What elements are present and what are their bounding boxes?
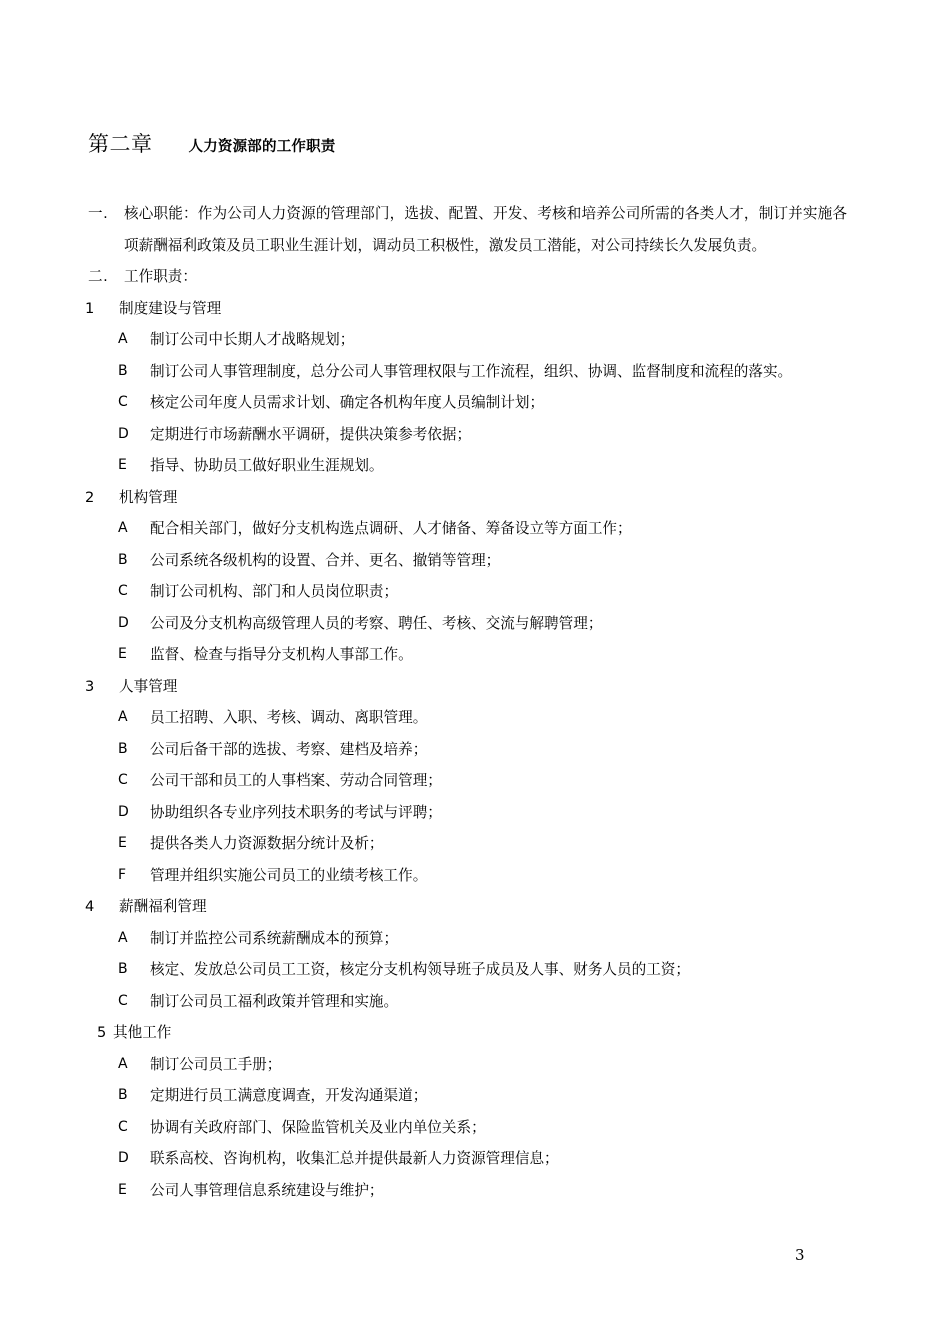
duty-item-marker: A [118, 709, 128, 725]
duty-group-title: 薪酬福利管理 [119, 898, 207, 915]
duty-item-marker: D [118, 425, 129, 442]
duty-item-text: 公司后备干部的选拔、考察、建档及培养； [150, 740, 428, 758]
duty-item-marker: B [118, 1087, 128, 1103]
duty-item-text: 公司人事管理信息系统建设与维护； [150, 1181, 384, 1199]
duty-item-text: 协助组织各专业序列技术职务的考试与评聘； [150, 803, 442, 821]
duty-item-marker: D [118, 803, 129, 820]
duty-item-marker: D [118, 1150, 129, 1166]
page-title [88, 134, 336, 155]
duty-item-text: 制订公司员工福利政策并管理和实施。 [150, 992, 399, 1010]
duty-item-text: 定期进行市场薪酬水平调研，提供决策参考依据； [150, 425, 472, 443]
duty-item [0, 797, 950, 829]
duty-item [0, 734, 950, 766]
duty-group-marker: 4 [85, 898, 95, 915]
duty-item-text: 制订公司员工手册； [150, 1055, 282, 1073]
duty-item-marker: B [118, 362, 128, 379]
duty-item [0, 702, 950, 734]
duty-item-text: 配合相关部门，做好分支机构选点调研、人才储备、筹备设立等方面工作； [150, 520, 632, 537]
duty-group-title: 制度建设与管理 [119, 299, 222, 317]
duty-item-marker: A [118, 1055, 128, 1072]
duty-item-marker: C [118, 1118, 128, 1135]
duty-item-text: 指导、协助员工做好职业生涯规划。 [150, 457, 384, 474]
duty-item-text: 联系高校、咨询机构，收集汇总并提供最新人力资源管理信息； [150, 1150, 559, 1167]
duty-item-text: 核定、发放总公司员工工资，核定分支机构领导班子成员及人事、财务人员的工资； [150, 961, 690, 978]
duty-item-text: 协调有关政府部门、保险监管机关及业内单位关系； [150, 1118, 486, 1136]
duty-group-title: 机构管理 [119, 488, 178, 506]
duty-item [0, 513, 950, 545]
duty-item-text: 管理并组织实施公司员工的业绩考核工作。 [150, 866, 428, 884]
duty-item [0, 356, 950, 388]
duties-heading-marker: 二. [88, 268, 109, 285]
duty-item-marker: E [118, 835, 127, 851]
duty-item [0, 324, 950, 356]
duty-item-marker: B [118, 740, 128, 757]
duty-item-marker: A [118, 520, 128, 536]
duty-item [0, 450, 950, 482]
duty-item-marker: C [118, 583, 128, 599]
duty-item [0, 860, 950, 892]
duty-item [0, 1112, 950, 1144]
duty-group-heading [0, 1017, 950, 1049]
duty-item [0, 986, 950, 1018]
document-body [0, 198, 950, 1206]
duty-item-text: 公司干部和员工的人事档案、劳动合同管理； [150, 772, 442, 789]
duties-heading-item [0, 261, 950, 293]
duty-item [0, 419, 950, 451]
duty-item-text: 公司及分支机构高级管理人员的考察、聘任、考核、交流与解聘管理； [150, 614, 603, 632]
chapter-number: 第二章 [88, 132, 153, 156]
duty-item [0, 828, 950, 860]
core-function-item [0, 198, 950, 261]
duty-item [0, 387, 950, 419]
duty-item-text: 监督、检查与指导分支机构人事部工作。 [150, 646, 413, 663]
duty-item-text: 制订公司机构、部门和人员岗位职责； [150, 583, 399, 600]
duty-item [0, 576, 950, 608]
duty-item-marker: F [118, 866, 127, 883]
duty-item-text: 定期进行员工满意度调查，开发沟通渠道； [150, 1087, 428, 1104]
duty-group-marker: 3 [85, 677, 95, 695]
core-function-marker: 一. [88, 205, 109, 222]
duty-item-marker: E [118, 646, 127, 662]
duty-item [0, 1049, 950, 1081]
duty-item-text: 制订公司人事管理制度，总分公司人事管理权限与工作流程，组织、协调、监督制度和流程的落实。 [150, 362, 793, 380]
duty-item [0, 1080, 950, 1112]
duty-item-marker: E [118, 1181, 127, 1198]
duty-item-marker: D [118, 614, 129, 631]
duty-item-text: 员工招聘、入职、考核、调动、离职管理。 [150, 709, 428, 726]
duty-item-text: 公司系统各级机构的设置、合并、更名、撤销等管理； [150, 551, 501, 569]
duty-group-heading [0, 891, 950, 923]
duty-item-marker: E [118, 457, 127, 473]
duty-item-marker: C [118, 772, 128, 788]
duty-item [0, 608, 950, 640]
duty-item-marker: C [118, 992, 128, 1009]
duty-group-marker: 5 [97, 1024, 107, 1041]
duties-heading-text: 工作职责： [124, 268, 197, 285]
duty-item-marker: A [118, 929, 128, 946]
duty-item [0, 954, 950, 986]
duty-item-text: 提供各类人力资源数据分统计及析； [150, 835, 384, 852]
duty-item [0, 1175, 950, 1207]
duty-group-heading [0, 293, 950, 325]
duty-item [0, 765, 950, 797]
duty-group-marker: 1 [85, 299, 95, 317]
duty-item [0, 545, 950, 577]
duty-group-title: 其他工作 [113, 1024, 172, 1041]
duty-item-marker: B [118, 961, 128, 977]
duty-group-heading [0, 671, 950, 703]
duty-item-marker: C [118, 394, 128, 410]
page-number: 3 [795, 1246, 805, 1264]
duty-groups [0, 293, 950, 1207]
duty-item-text: 制订公司中长期人才战略规划； [150, 331, 355, 348]
duty-item [0, 923, 950, 955]
duty-item [0, 1143, 950, 1175]
duty-item-marker: B [118, 551, 128, 568]
duty-group-marker: 2 [85, 488, 95, 506]
duty-group-title: 人事管理 [119, 677, 178, 695]
duty-item-marker: A [118, 331, 128, 347]
duty-item-text: 制订并监控公司系统薪酬成本的预算； [150, 929, 399, 947]
core-function-text: 核心职能：作为公司人力资源的管理部门，选拔、配置、开发、考核和培养公司所需的各类人才，制订并实施各项薪酬福利政策及员工职业生涯计划，调动员工积极性，激发员工潜能，对公司持续长久发展负责。 [124, 205, 847, 254]
chapter-title: 人力资源部的工作职责 [188, 139, 336, 155]
duty-group-heading [0, 482, 950, 514]
duty-item [0, 639, 950, 671]
duty-item-text: 核定公司年度人员需求计划、确定各机构年度人员编制计划； [150, 394, 545, 411]
